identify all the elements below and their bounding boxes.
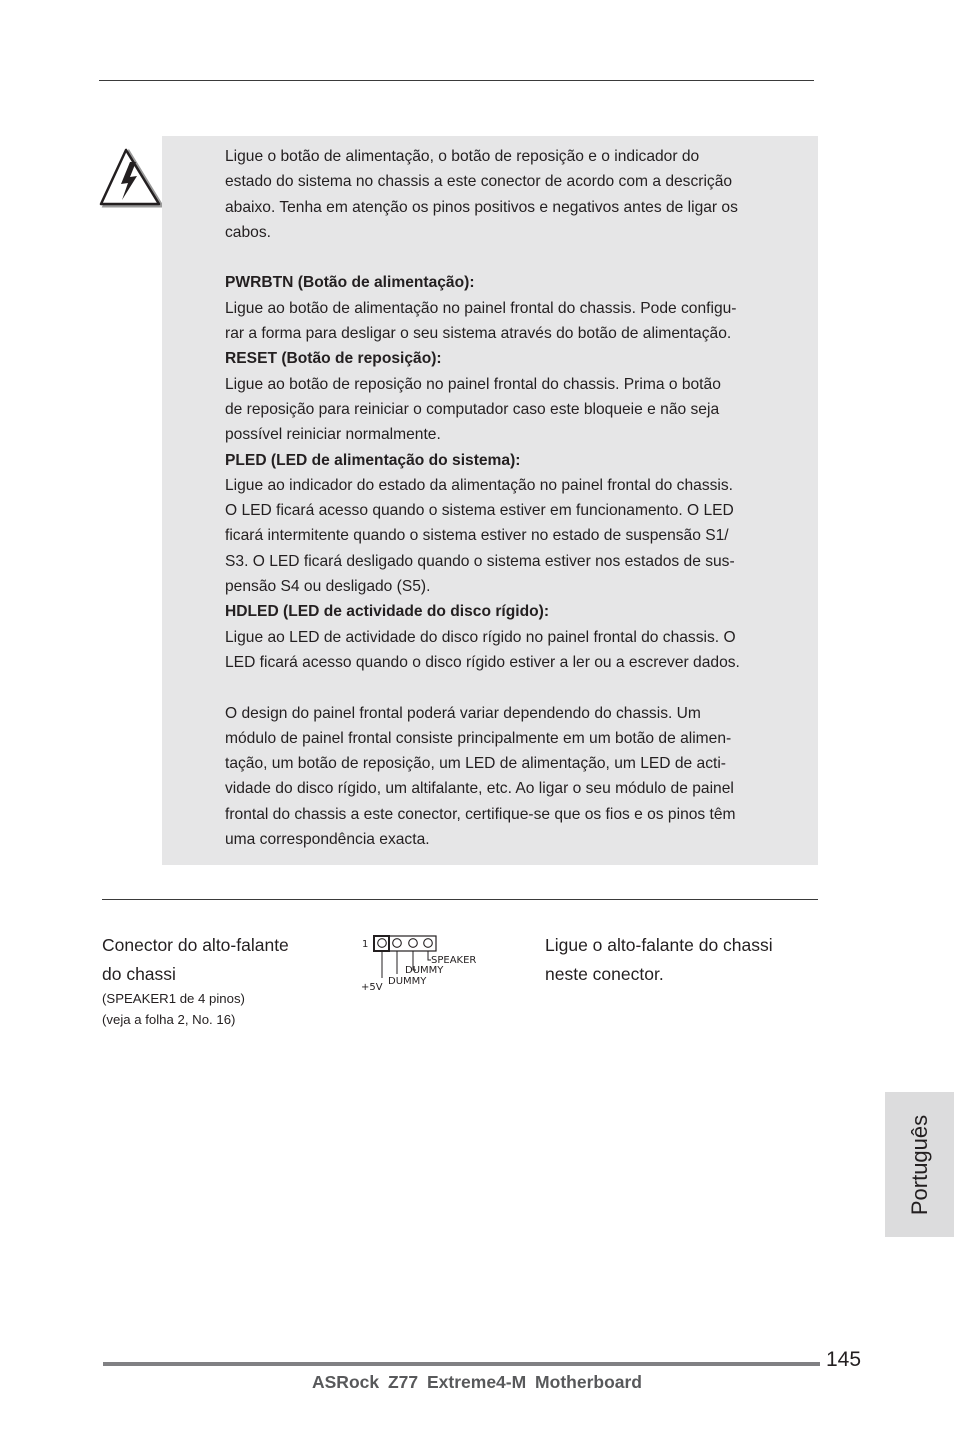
- pin-circle: [409, 939, 418, 948]
- design-line: módulo de painel frontal consiste principalmente em um botão de alimen-: [225, 729, 732, 747]
- warning-high-voltage-icon: [99, 146, 163, 210]
- hdled-line: LED ficará acesso quando o disco rígido estiver a ler ou a escrever dados.: [225, 653, 740, 671]
- hdled-heading: HDLED (LED de actividade do disco rígido):: [225, 603, 550, 621]
- speaker-description-line: Ligue o alto-falante do chassi: [545, 935, 773, 955]
- speaker-title-line: do chassi: [102, 963, 176, 984]
- pled-line: pensão S4 ou desligado (S5).: [225, 578, 431, 596]
- hdled-line: Ligue ao LED de actividade do disco rígido no painel frontal do chassis. O: [225, 628, 736, 646]
- pled-line: S3. O LED ficará desligado quando o sistema estiver nos estados de sus-: [225, 552, 735, 570]
- speaker-header-diagram: [358, 932, 493, 994]
- speaker-description-line: neste conector.: [545, 963, 664, 984]
- pwrbtn-heading: PWRBTN (Botão de alimentação):: [225, 274, 475, 292]
- pwrbtn-line: rar a forma para desligar o seu sistema através do botão de alimentação.: [225, 325, 732, 343]
- reset-line: Ligue ao botão de reposição no painel frontal do chassis. Prima o botão: [225, 375, 721, 393]
- speaker-ref: (veja a folha 2, No. 16): [102, 1012, 236, 1027]
- note-intro-line: estado do sistema no chassis a este conector de acordo com a descrição: [225, 173, 733, 191]
- pled-heading: PLED (LED de alimentação do sistema):: [225, 451, 521, 469]
- pin-circle: [424, 939, 433, 948]
- section-divider: [102, 899, 818, 900]
- note-intro-line: cabos.: [225, 223, 271, 241]
- pled-line: Ligue ao indicador do estado da alimentação no painel frontal do chassis.: [225, 476, 734, 494]
- page-number: 145: [826, 1348, 862, 1371]
- dummy-pin-label: DUMMY: [405, 965, 444, 976]
- speaker-spec: (SPEAKER1 de 4 pinos): [102, 991, 245, 1006]
- language-tab-label: Português: [906, 1114, 932, 1215]
- speaker-pin-label: SPEAKER: [431, 955, 477, 966]
- reset-line: de reposição para reiniciar o computador caso este bloqueie e não seja: [225, 400, 720, 418]
- design-line: tação, um botão de reposição, um LED de alimentação, um LED de acti-: [225, 755, 727, 773]
- pled-line: ficará intermitente quando o sistema estiver no estado de suspensão S1/: [225, 527, 729, 545]
- pin1-label: 1: [362, 939, 369, 950]
- 5v-pin-label: +5V: [361, 982, 383, 993]
- design-line: O design do painel frontal poderá variar dependendo do chassis. Um: [225, 704, 701, 722]
- design-line: uma correspondência exacta.: [225, 831, 430, 849]
- caution-note-text: [225, 144, 795, 852]
- footer-bar: [103, 1362, 820, 1366]
- design-line: vidade do disco rígido, um altifalante, etc. Ao ligar o seu módulo de painel: [225, 780, 734, 798]
- pwrbtn-line: Ligue ao botão de alimentação no painel frontal do chassis. Pode configu-: [225, 299, 737, 317]
- pled-line: O LED ficará acesso quando o sistema estiver em funcionamento. O LED: [225, 502, 734, 520]
- speaker-title-line: Conector do alto-falante: [102, 935, 289, 955]
- dummy-pin-label: DUMMY: [388, 976, 427, 987]
- footer-title: ASRock Z77 Extreme4-M Motherboard: [312, 1372, 642, 1392]
- reset-line: possível reiniciar normalmente.: [225, 426, 441, 444]
- note-intro-line: abaixo. Tenha em atenção os pinos positivos e negativos antes de ligar os: [225, 198, 738, 216]
- speaker-description-block: [545, 931, 815, 988]
- reset-heading: RESET (Botão de reposição):: [225, 350, 442, 368]
- top-divider: [99, 80, 814, 81]
- pin-circle: [378, 939, 387, 948]
- design-line: frontal do chassis a este conector, certifique-se que os fios e os pinos têm: [225, 805, 736, 823]
- language-tab: [885, 1092, 954, 1237]
- note-intro-line: Ligue o botão de alimentação, o botão de reposição e o indicador do: [225, 148, 700, 165]
- pin-circle: [393, 939, 402, 948]
- speaker-connector-title-block: [102, 931, 342, 1030]
